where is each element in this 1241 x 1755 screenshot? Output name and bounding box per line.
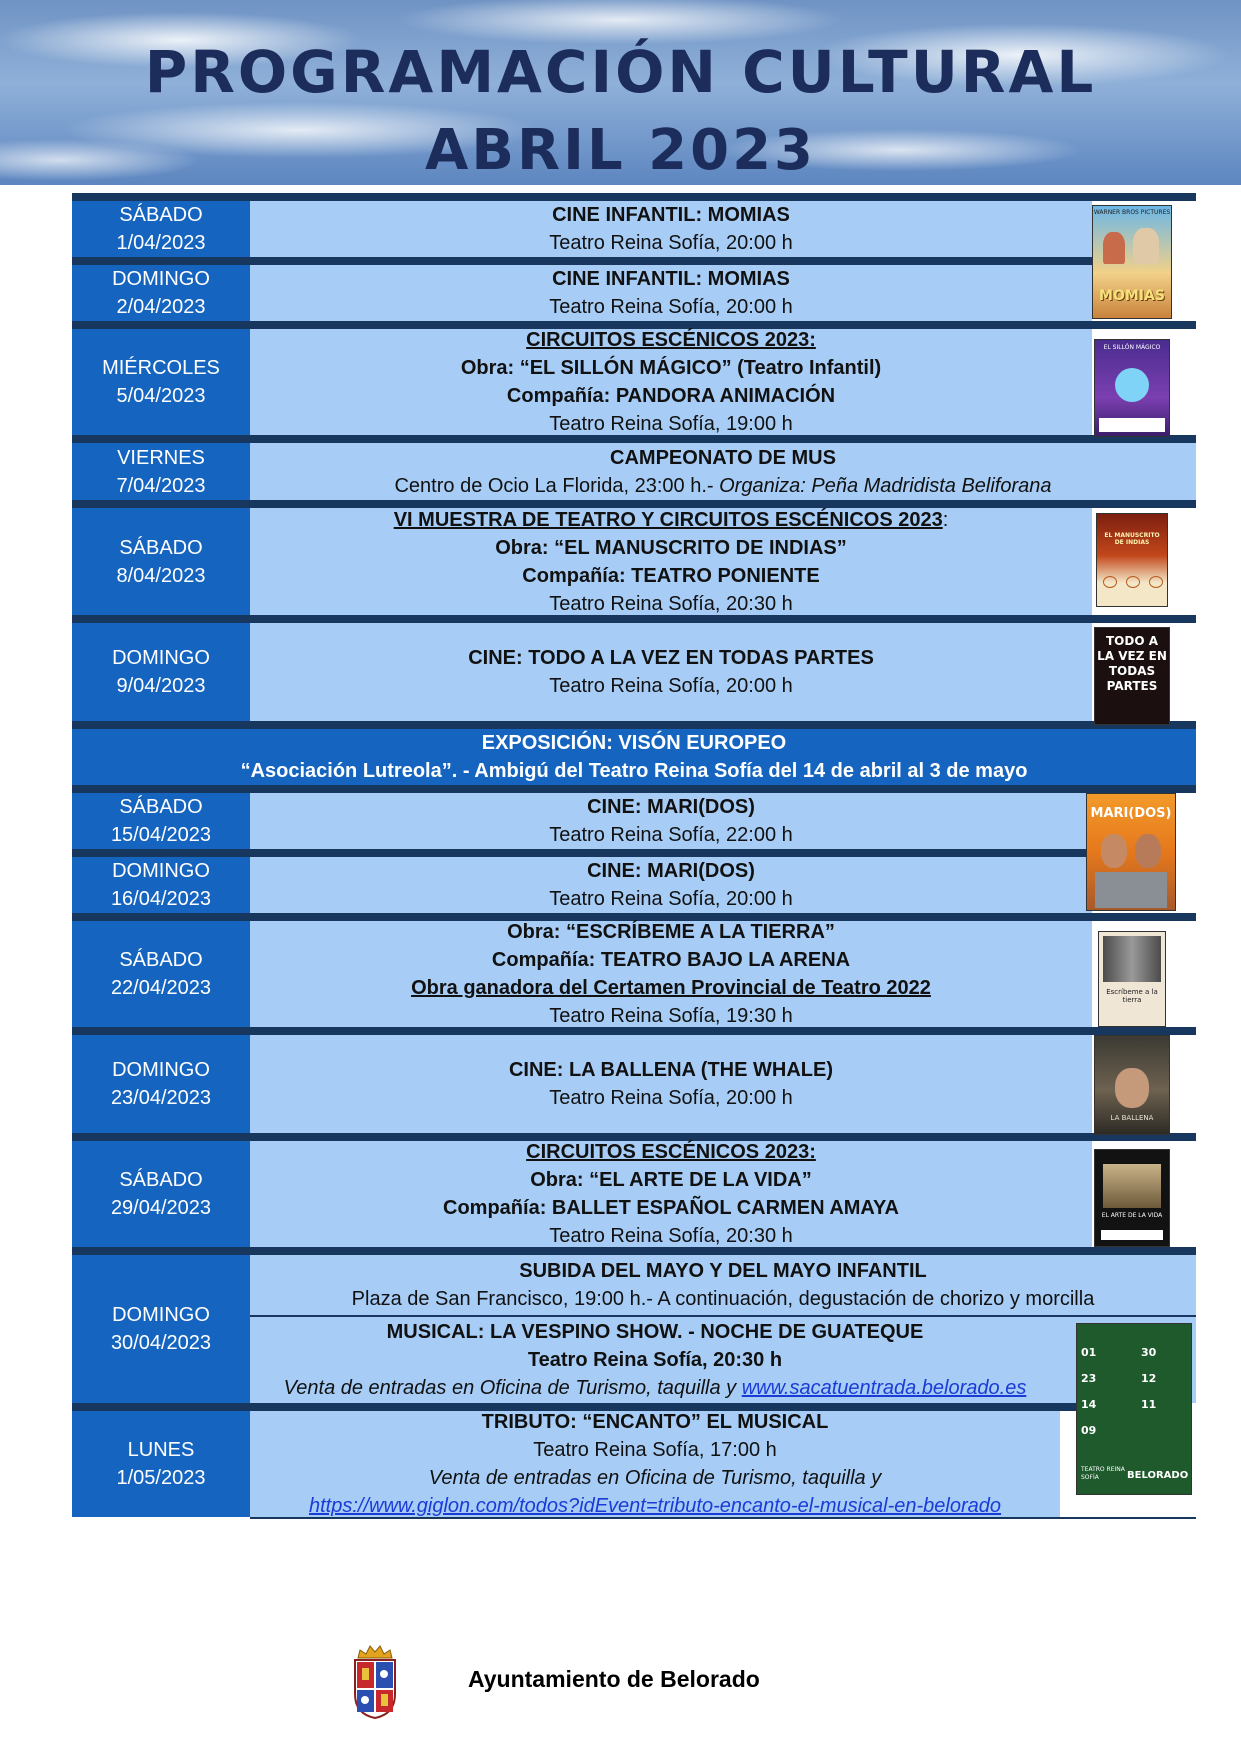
event-day: SÁBADO: [119, 796, 203, 818]
event-venue: [394, 472, 1051, 500]
poster-number: 01: [1081, 1346, 1097, 1359]
poster-belorado: [1076, 1323, 1192, 1495]
event-venue: Teatro Reina Sofía, 20:00 h: [549, 1087, 793, 1109]
date-cell: [72, 443, 250, 500]
poster-figure: [1095, 872, 1167, 908]
poster-figure: [1133, 228, 1159, 264]
poster-figure: [1135, 834, 1161, 868]
page-title: PROGRAMACIÓN CULTURAL: [144, 38, 1097, 106]
poster-sillon: [1094, 339, 1170, 437]
event-day: DOMINGO: [112, 860, 210, 882]
ticket-info: [284, 1374, 1027, 1402]
event-venue: Teatro Reina Sofía, 17:00 h: [533, 1439, 777, 1461]
event-cell: [250, 443, 1196, 500]
event-title: CINE: MARI(DOS): [587, 796, 755, 818]
event-day: SÁBADO: [119, 1169, 203, 1191]
exhibition-title: EXPOSICIÓN: VISÓN EUROPEO: [481, 732, 787, 754]
poster-arte: [1094, 1149, 1170, 1247]
event-date: 22/04/2023: [110, 977, 212, 999]
event-row: [72, 623, 1196, 721]
event-venue: Teatro Reina Sofía, 20:30 h: [549, 592, 793, 615]
event-title: MUSICAL: LA VESPINO SHOW. - NOCHE DE GUATEQUE: [386, 1321, 924, 1343]
poster-logos: [1099, 418, 1165, 432]
event-venue: Teatro Reina Sofía, 20:30 h: [527, 1349, 783, 1371]
event-venue: Teatro Reina Sofía, 20:00 h: [549, 296, 793, 318]
date-cell: [72, 265, 250, 321]
event-company: Compañía: PANDORA ANIMACIÓN: [506, 385, 836, 407]
row-separator: [72, 257, 1092, 265]
event-cell: [250, 1141, 1092, 1247]
event-row: [72, 857, 1196, 913]
event-cell: [250, 201, 1092, 257]
event-venue: Teatro Reina Sofía, 19:30 h: [549, 1005, 793, 1027]
date-cell: [72, 1411, 250, 1517]
event-date: 29/04/2023: [110, 1197, 212, 1219]
poster-title: EL ARTE DE LA VIDA: [1101, 1212, 1163, 1219]
poster-escribeme: [1098, 931, 1166, 1027]
poster-badge: [1103, 576, 1117, 588]
poster-photo: [1103, 936, 1161, 982]
event-title: CINE INFANTIL: MOMIAS: [552, 204, 790, 226]
row-separator: [72, 193, 1196, 201]
event-program-colon: :: [942, 508, 949, 531]
event-company: Compañía: BALLET ESPAÑOL CARMEN AMAYA: [443, 1197, 899, 1219]
event-day: DOMINGO: [112, 647, 210, 669]
event-date: 23/04/2023: [110, 1087, 212, 1109]
date-cell: [72, 201, 250, 257]
poster-maridos: [1086, 793, 1176, 911]
event-title: Obra: “ESCRÍBEME A LA TIERRA”: [507, 921, 835, 943]
poster-photo: [1103, 1164, 1161, 1208]
event-venue: Plaza de San Francisco, 19:00 h.- A continuación, degustación de chorizo y morcilla: [351, 1288, 1095, 1310]
event-day: MIÉRCOLES: [102, 357, 220, 379]
ticket-link[interactable]: www.sacatuentrada.belorado.es: [741, 1377, 1027, 1399]
event-cell: [250, 857, 1092, 913]
event-day: SÁBADO: [119, 949, 203, 971]
poster-title: TODO A LA VEZ EN TODAS PARTES: [1097, 634, 1167, 693]
poster-number: 30: [1141, 1346, 1157, 1359]
poster-caption: WARNER BROS PICTURES: [1093, 209, 1171, 216]
event-date: 16/04/2023: [110, 888, 212, 910]
poster-title: EL MANUSCRITO DE INDIAS: [1104, 532, 1160, 546]
event-title: Obra: “EL ARTE DE LA VIDA”: [530, 1169, 812, 1191]
event-date: 5/04/2023: [116, 385, 206, 407]
row-separator: [72, 1247, 1196, 1255]
poster-venue: TEATRO REINA SOFÍA: [1081, 1466, 1125, 1481]
event-title: Obra: “EL SILLÓN MÁGICO” (Teatro Infantil): [460, 357, 882, 379]
date-cell: [72, 623, 250, 721]
event-row: [72, 793, 1196, 849]
event-day: VIERNES: [117, 446, 205, 469]
event-venue: Teatro Reina Sofía, 20:00 h: [549, 675, 793, 697]
exhibition-detail: “Asociación Lutreola”. - Ambigú del Teatro Reina Sofía del 14 de abril al 3 de mayo: [240, 760, 1028, 782]
event-company: Compañía: TEATRO BAJO LA ARENA: [491, 949, 851, 971]
poster-logos: [1101, 1230, 1163, 1240]
event-venue: Teatro Reina Sofía, 20:00 h: [549, 888, 793, 910]
row-separator: [72, 849, 1092, 857]
event-cell: [250, 921, 1092, 1027]
event-company: Compañía: TEATRO PONIENTE: [522, 564, 820, 587]
poster-title: MOMIAS: [1099, 288, 1165, 304]
event-row: [72, 265, 1196, 321]
date-cell: [72, 508, 250, 615]
poster-number: 12: [1141, 1372, 1157, 1385]
poster-figure: [1115, 368, 1149, 402]
event-program: CIRCUITOS ESCÉNICOS 2023:: [526, 329, 816, 351]
event-title: TRIBUTO: “ENCANTO” EL MUSICAL: [481, 1411, 829, 1433]
event-venue: Teatro Reina Sofía, 20:30 h: [549, 1225, 793, 1247]
footer-organization: Ayuntamiento de Belorado: [468, 1666, 760, 1692]
event-row: [72, 1035, 1196, 1133]
ticket-text: Venta de entradas en Oficina de Turismo, taquilla y: [283, 1377, 742, 1399]
poster-figure: [1101, 834, 1127, 868]
event-venue: Teatro Reina Sofía, 20:00 h: [549, 232, 793, 254]
event-cell: [250, 508, 1092, 615]
event-organizer: Organiza: Peña Madridista Beliforana: [719, 474, 1052, 497]
poster-dates-left: [1081, 1340, 1129, 1460]
poster-badge: [1126, 576, 1140, 588]
event-row: [72, 329, 1196, 435]
event-date: 7/04/2023: [116, 474, 206, 497]
poster-manuscrito: [1096, 513, 1168, 607]
table-bottom-line: [250, 1517, 1196, 1519]
event-date: 8/04/2023: [116, 564, 206, 587]
poster-title: MARI(DOS): [1090, 806, 1172, 821]
event-venue: Teatro Reina Sofía, 19:00 h: [549, 413, 793, 435]
date-cell: [72, 329, 250, 435]
event-award: Obra ganadora del Certamen Provincial de Teatro 2022: [411, 977, 931, 999]
event-row: [72, 201, 1196, 257]
event-day: SÁBADO: [119, 536, 203, 559]
event-title: CAMPEONATO DE MUS: [610, 446, 836, 469]
event-program: VI MUESTRA DE TEATRO Y CIRCUITOS ESCÉNICOS 2023: [393, 508, 943, 531]
date-cell: [72, 1141, 250, 1247]
event-title: CINE: MARI(DOS): [587, 860, 755, 882]
ticket-text: Venta de entradas en Oficina de Turismo, taquilla y: [428, 1467, 882, 1489]
poster-badge: [1149, 576, 1163, 588]
event-cell: [250, 329, 1092, 435]
poster-figure: [1103, 232, 1125, 264]
poster-momias: [1092, 205, 1172, 319]
event-day: LUNES: [127, 1439, 195, 1461]
event-venue-text: Centro de Ocio La Florida, 23:00 h.-: [394, 474, 720, 497]
event-program-line: [394, 506, 949, 534]
ticket-link[interactable]: https://www.giglon.com/todos?idEvent=tributo-encanto-el-musical-en-belorado: [308, 1495, 1002, 1517]
poster-todo: [1094, 627, 1170, 725]
row-separator: [72, 435, 1196, 443]
event-title: CINE: TODO A LA VEZ EN TODAS PARTES: [468, 647, 874, 669]
row-separator: [72, 721, 1196, 729]
exhibition-row: [72, 729, 1196, 785]
poster-figure: [1115, 1068, 1149, 1108]
event-day: SÁBADO: [119, 204, 203, 226]
event-cell: [250, 623, 1092, 721]
event-day: DOMINGO: [112, 1304, 210, 1326]
event-row: [72, 1411, 1196, 1517]
poster-brand: BELORADO: [1127, 1470, 1189, 1481]
poster-number: 23: [1081, 1372, 1097, 1385]
event-venue: Teatro Reina Sofía, 22:00 h: [549, 824, 793, 846]
event-row: [72, 921, 1196, 1027]
event-cell: [250, 1411, 1060, 1517]
event-date: 1/04/2023: [116, 232, 206, 254]
event-cell: [250, 1317, 1060, 1403]
poster-title: EL SILLÓN MÁGICO: [1103, 344, 1161, 351]
date-cell: [72, 857, 250, 913]
poster-title: LA BALLENA: [1110, 1114, 1154, 1122]
date-cell: [72, 1255, 250, 1403]
page-subtitle: ABRIL 2023: [424, 118, 817, 183]
event-date: 30/04/2023: [110, 1332, 212, 1354]
poster-ballena: [1094, 1035, 1170, 1135]
date-cell: [72, 921, 250, 1027]
event-title: CINE: LA BALLENA (THE WHALE): [508, 1059, 834, 1081]
event-row: [72, 443, 1196, 500]
header-banner: [0, 0, 1241, 185]
event-cell: [250, 265, 1092, 321]
event-date: 9/04/2023: [116, 675, 206, 697]
event-cell: [250, 793, 1092, 849]
event-program: CIRCUITOS ESCÉNICOS 2023:: [526, 1141, 816, 1163]
event-row: [72, 1255, 1196, 1403]
event-day: DOMINGO: [112, 1059, 210, 1081]
event-date: 2/04/2023: [116, 296, 206, 318]
poster-title: Escríbeme a la tierra: [1106, 988, 1158, 1004]
event-title: SUBIDA DEL MAYO Y DEL MAYO INFANTIL: [519, 1260, 927, 1282]
poster-number: 09: [1081, 1424, 1097, 1437]
event-cell: [250, 1035, 1092, 1133]
event-cell: [250, 1255, 1196, 1315]
event-row: [72, 508, 1196, 615]
event-title: Obra: “EL MANUSCRITO DE INDIAS”: [495, 536, 847, 559]
date-cell: [72, 1035, 250, 1133]
event-date: 15/04/2023: [110, 824, 212, 846]
event-row: [72, 1141, 1196, 1247]
event-date: 1/05/2023: [116, 1467, 206, 1489]
row-separator: [72, 785, 1196, 793]
poster-dates-right: [1141, 1340, 1187, 1460]
row-separator: [72, 615, 1196, 623]
coat-of-arms-icon: [350, 1644, 400, 1720]
poster-number: 11: [1141, 1398, 1157, 1411]
poster-number: 14: [1081, 1398, 1097, 1411]
event-title: CINE INFANTIL: MOMIAS: [552, 268, 790, 290]
event-day: DOMINGO: [112, 268, 210, 290]
row-separator: [72, 1027, 1196, 1035]
date-cell: [72, 793, 250, 849]
